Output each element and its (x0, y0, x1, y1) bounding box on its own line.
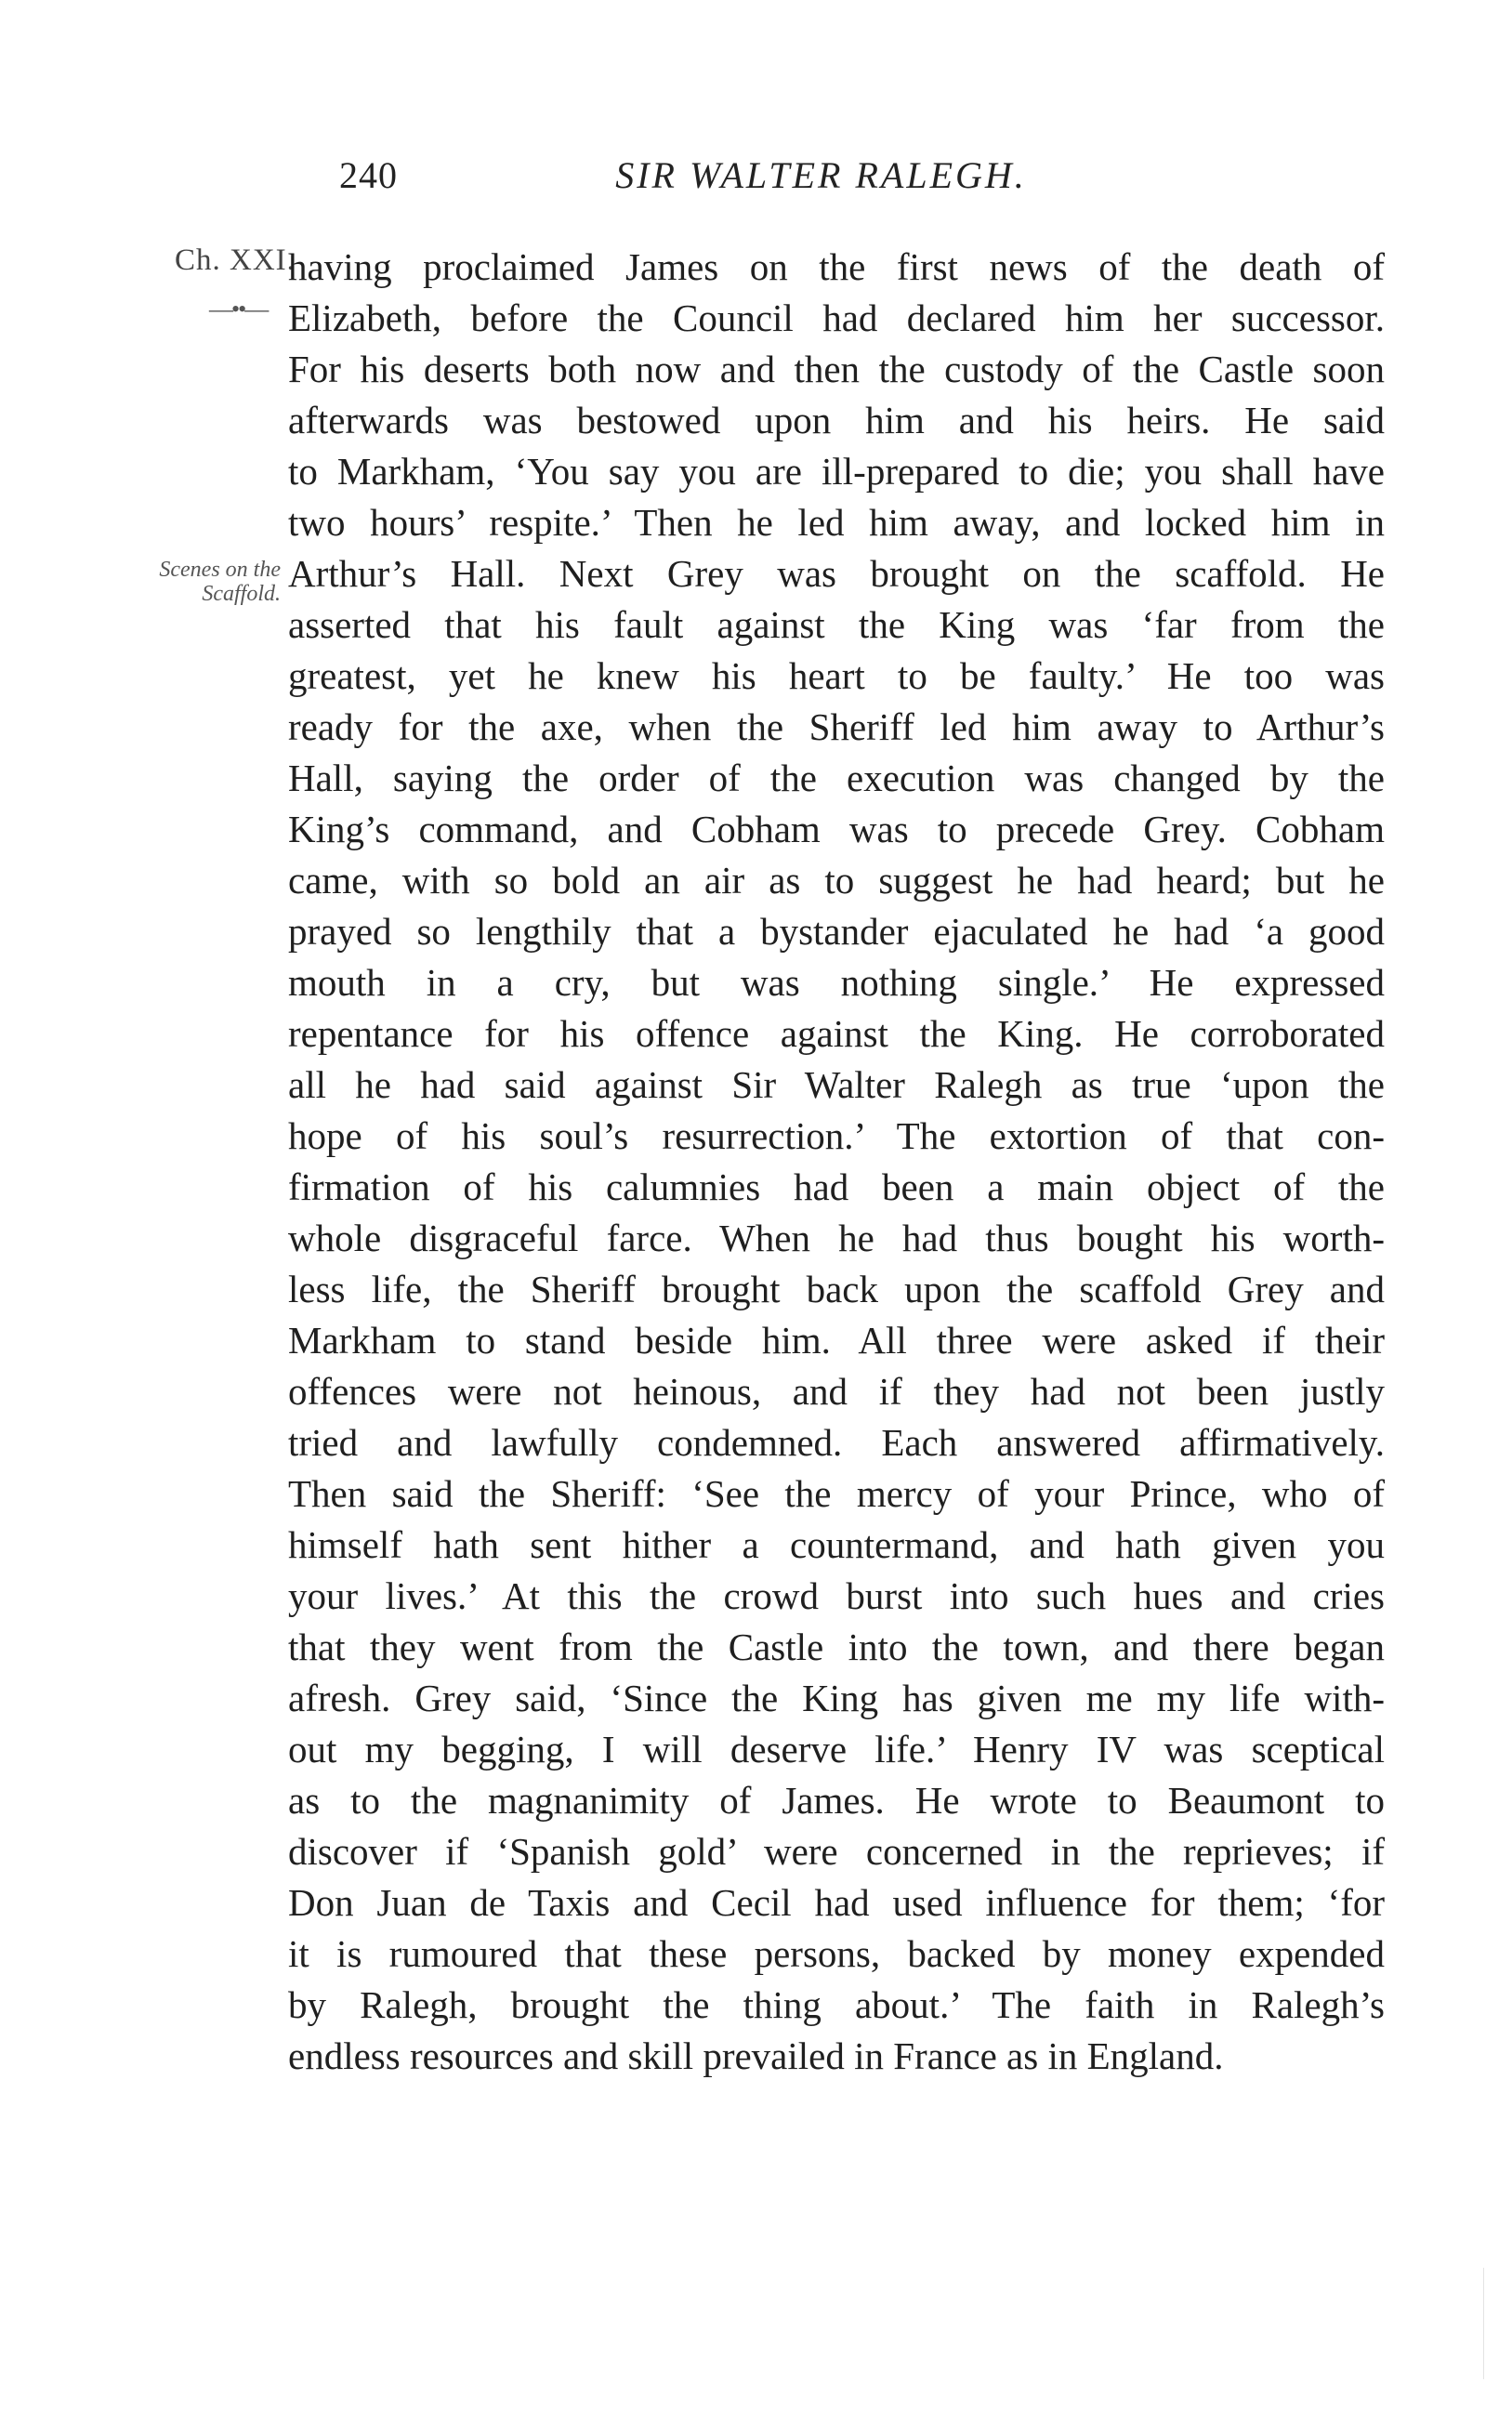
text-line: firmation of his calumnies had been a main object of the (288, 1165, 1385, 1208)
text-line: Hall, saying the order of the execution was changed by the (288, 757, 1385, 799)
running-title: SIR WALTER RALEGH. (615, 154, 1027, 196)
text-line: discover if ‘Spanish gold’ were concerned in the reprieves; if (288, 1830, 1385, 1873)
text-line: less life, the Sheriff brought back upon the scaffold Grey and (288, 1268, 1385, 1310)
body-text (288, 242, 1385, 2082)
text-line: Arthur’s Hall. Next Grey was brought on the scaffold. He (288, 552, 1385, 595)
text-line: prayed so lengthily that a bystander ejaculated he had ‘a good (288, 910, 1385, 953)
text-line: Markham to stand beside him. All three were asked if their (288, 1319, 1385, 1362)
margin-sidenote: Scenes on the Scaffold. (159, 558, 281, 606)
text-line: offences were not heinous, and if they had not been justly (288, 1370, 1385, 1413)
text-line: Don Juan de Taxis and Cecil had used influence for them; ‘for (288, 1881, 1385, 1924)
text-line: to Markham, ‘You say you are ill-prepared to die; you shall have (288, 450, 1385, 493)
text-line: ready for the axe, when the Sheriff led him away to Arthur’s (288, 705, 1385, 748)
text-line: all he had said against Sir Walter Ralegh as true ‘upon the (288, 1063, 1385, 1106)
text-line: mouth in a cry, but was nothing single.’ He expressed (288, 961, 1385, 1004)
text-line: came, with so bold an air as to suggest he had heard; but he (288, 859, 1385, 902)
text-line: your lives.’ At this the crowd burst into such hues and cries (288, 1574, 1385, 1617)
text-line: afresh. Grey said, ‘Since the King has given me my life with- (288, 1677, 1385, 1719)
text-line: that they went from the Castle into the town, and there began (288, 1626, 1385, 1668)
text-line: as to the magnanimity of James. He wrote to Beaumont to (288, 1779, 1385, 1822)
scan-edge-mark (1483, 2268, 1484, 2379)
text-line: greatest, yet he knew his heart to be faulty.’ He too was (288, 654, 1385, 697)
text-line: himself hath sent hither a countermand, and hath given you (288, 1523, 1385, 1566)
text-line: For his deserts both now and then the custody of the Castle soon (288, 348, 1385, 390)
ornament-rule: —••— (209, 296, 268, 323)
text-line: Elizabeth, before the Council had declared him her successor. (288, 296, 1385, 339)
text-line: repentance for his offence against the King. He corroborated (288, 1012, 1385, 1055)
text-line: afterwards was bestowed upon him and his heirs. He said (288, 399, 1385, 441)
text-line: Then said the Sheriff: ‘See the mercy of your Prince, who of (288, 1472, 1385, 1515)
text-line: by Ralegh, brought the thing about.’ The faith in Ralegh’s (288, 1983, 1385, 2026)
text-line: two hours’ respite.’ Then he led him away, and locked him in (288, 501, 1385, 544)
text-line: King’s command, and Cobham was to precede Grey. Cobham (288, 808, 1385, 850)
text-line: endless resources and skill prevailed in France as in England. (288, 2034, 1224, 2077)
text-line: it is rumoured that these persons, backed by money expended (288, 1932, 1385, 1975)
text-line: out my begging, I will deserve life.’ Henry IV was sceptical (288, 1728, 1385, 1771)
text-line: tried and lawfully condemned. Each answered affirmatively. (288, 1421, 1385, 1464)
text-line: hope of his soul’s resurrection.’ The extortion of that con- (288, 1114, 1385, 1157)
page-number: 240 (339, 154, 398, 196)
chapter-label: Ch. XXI. (175, 244, 296, 277)
text-line: asserted that his fault against the King was ‘far from the (288, 603, 1385, 646)
text-line: whole disgraceful farce. When he had thus bought his worth- (288, 1217, 1385, 1259)
text-line: having proclaimed James on the first news of the death of (288, 245, 1385, 288)
